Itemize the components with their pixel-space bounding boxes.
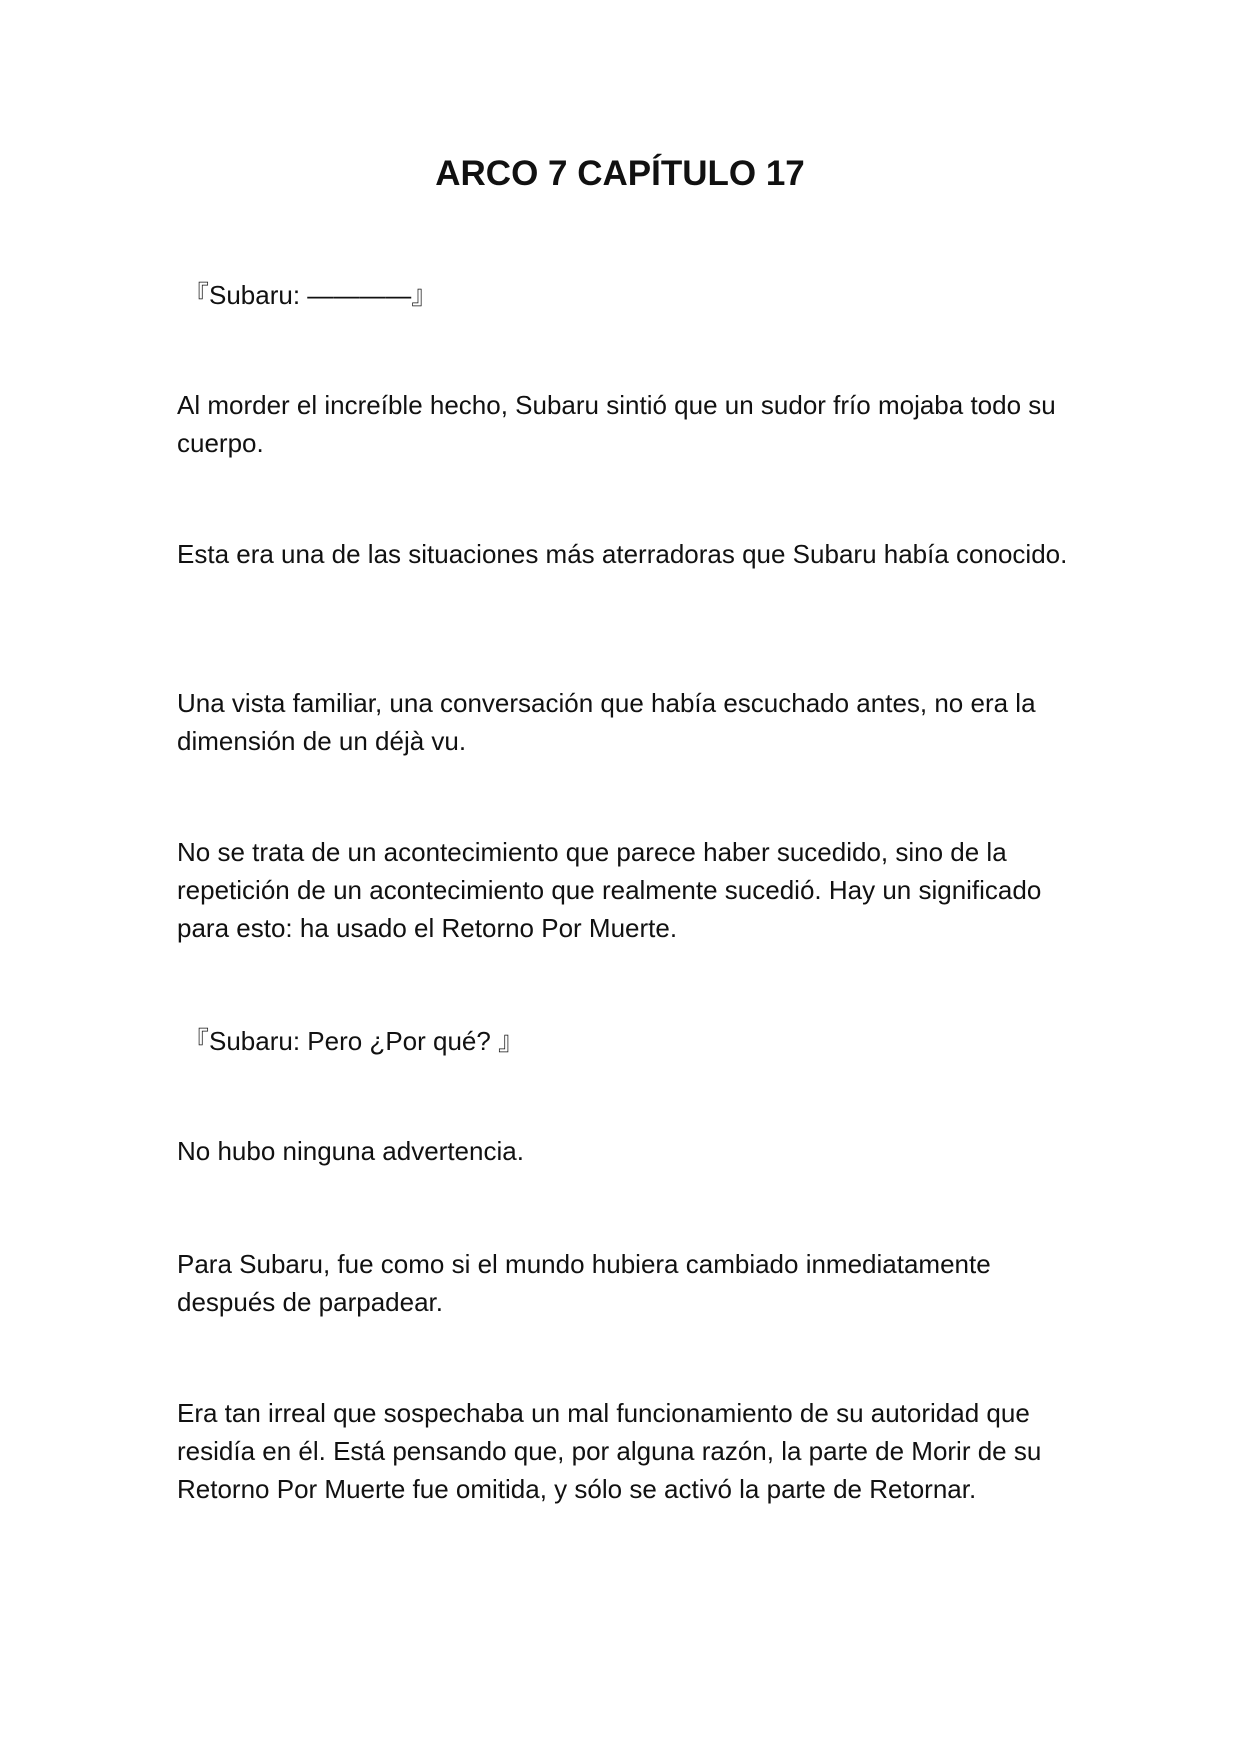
paragraph: Una vista familiar, una conversación que había escuchado antes, no era la dimensión de un déjà vu.: [177, 688, 1036, 756]
paragraph: Al morder el increíble hecho, Subaru sintió que un sudor frío mojaba todo su cuerpo.: [177, 390, 1056, 458]
paragraph: No hubo ninguna advertencia.: [177, 1136, 524, 1166]
paragraph: Para Subaru, fue como si el mundo hubiera cambiado inmediatamente después de parpadear.: [177, 1249, 991, 1317]
paragraph: No se trata de un acontecimiento que parece haber sucedido, sino de la repetición de un acontecimiento que realmente sucedió. Hay un significado para esto: ha usado el Retorno Por Muerte.: [177, 837, 1042, 943]
chapter-title: ARCO 7 CAPÍTULO 17: [435, 154, 805, 193]
paragraph: Esta era una de las situaciones más aterradoras que Subaru había conocido.: [177, 539, 1068, 569]
paragraph: Era tan irreal que sospechaba un mal funcionamiento de su autoridad que residía en él. Está pensando que, por alguna razón, la parte de Morir de su Retorno Por Muerte fue omitida, y sólo se activó la parte de Retornar.: [177, 1398, 1042, 1504]
dialogue-line: 『Subaru: ————』: [183, 280, 438, 310]
dialogue-line: 『Subaru: Pero ¿Por qué? 』: [183, 1026, 525, 1056]
